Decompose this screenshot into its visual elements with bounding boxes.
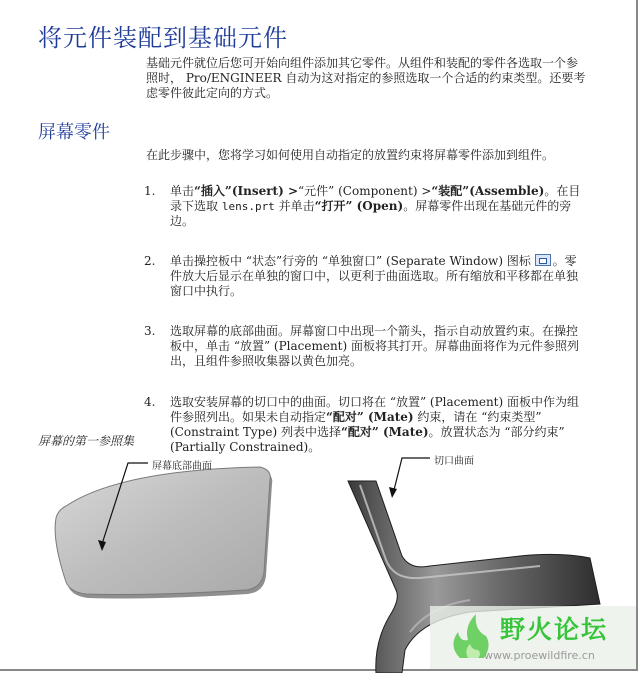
- step-text: 选取屏幕的底部曲面。屏幕窗口中出现一个箭头，指示自动放置约束。在操控板中，单击 “放置” (Placement) 面板将其打开。屏幕曲面将作为元件参照列出，且组件参照收集器以黄色加亮。: [170, 324, 579, 368]
- step-text: 。在目录下选取: [170, 184, 581, 213]
- step-text: 单击: [170, 184, 195, 198]
- open-command: “打开” (Open): [314, 199, 404, 213]
- screen-part: [55, 467, 272, 599]
- watermark-title: 野火论坛: [500, 615, 609, 644]
- menu-path-insert: “插入”(Insert) >: [194, 184, 299, 198]
- intro-paragraph: 基础元件就位后您可开始向组件添加其它零件。从组件和装配的零件各选取一个参照时， Pro/ENGINEER 自动为这对指定的参照选取一个合适的约束类型。还要考虑零件彼此定向的方式。: [146, 56, 586, 100]
- step-text: 单击操控板中 “状态”行旁的 “单独窗口” (Separate Window) 图标: [170, 254, 531, 268]
- watermark: [430, 606, 636, 669]
- step-text: 。放置状态为 “部分约束” (Partially Constrained)。: [170, 425, 565, 454]
- mate-constraint: “配对” (Mate): [340, 425, 429, 439]
- watermark-url: www.proewildfire.cn: [484, 649, 595, 662]
- callout-leader-right: [394, 458, 430, 490]
- figure-caption: 屏幕的第一参照集: [38, 434, 135, 448]
- mate-constraint: “配对” (Mate): [326, 410, 414, 424]
- file-name: lens.prt: [221, 200, 275, 213]
- step-number: 4.: [144, 395, 156, 409]
- menu-path-assemble: “装配”(Assemble): [431, 184, 545, 198]
- step-number: 2.: [144, 254, 156, 268]
- section-heading: 屏幕零件: [38, 122, 110, 143]
- step-text: 选取安装屏幕的切口中的曲面。切口将在 “放置” (Placement) 面板中作为组件参照列出。如果未自动指定: [170, 395, 579, 424]
- callout-screen-bottom-surface: 屏幕底部曲面: [152, 461, 212, 472]
- step-number: 3.: [144, 324, 156, 338]
- section-intro: 在此步骤中，您将学习如何使用自动指定的放置约束将屏幕零件添加到组件。: [146, 148, 555, 162]
- menu-path-component: “元件” (Component) >: [298, 184, 432, 198]
- arrowhead-right: [389, 487, 397, 498]
- step-text: 。屏幕零件出现在基础元件的旁边。: [170, 199, 572, 228]
- step-number: 1.: [144, 184, 156, 198]
- step-text: 约束，请在 “约束类型” (Constraint Type) 列表中选择: [170, 410, 542, 439]
- step-text: 并单击: [274, 199, 315, 213]
- page-title: 将元件装配到基础元件: [38, 24, 288, 52]
- callout-cutout-surface: 切口曲面: [434, 456, 474, 467]
- step-text: 。零件放大后显示在单独的窗口中，以更利于曲面选取。所有缩放和平移都在单独窗口中执行。: [170, 254, 579, 298]
